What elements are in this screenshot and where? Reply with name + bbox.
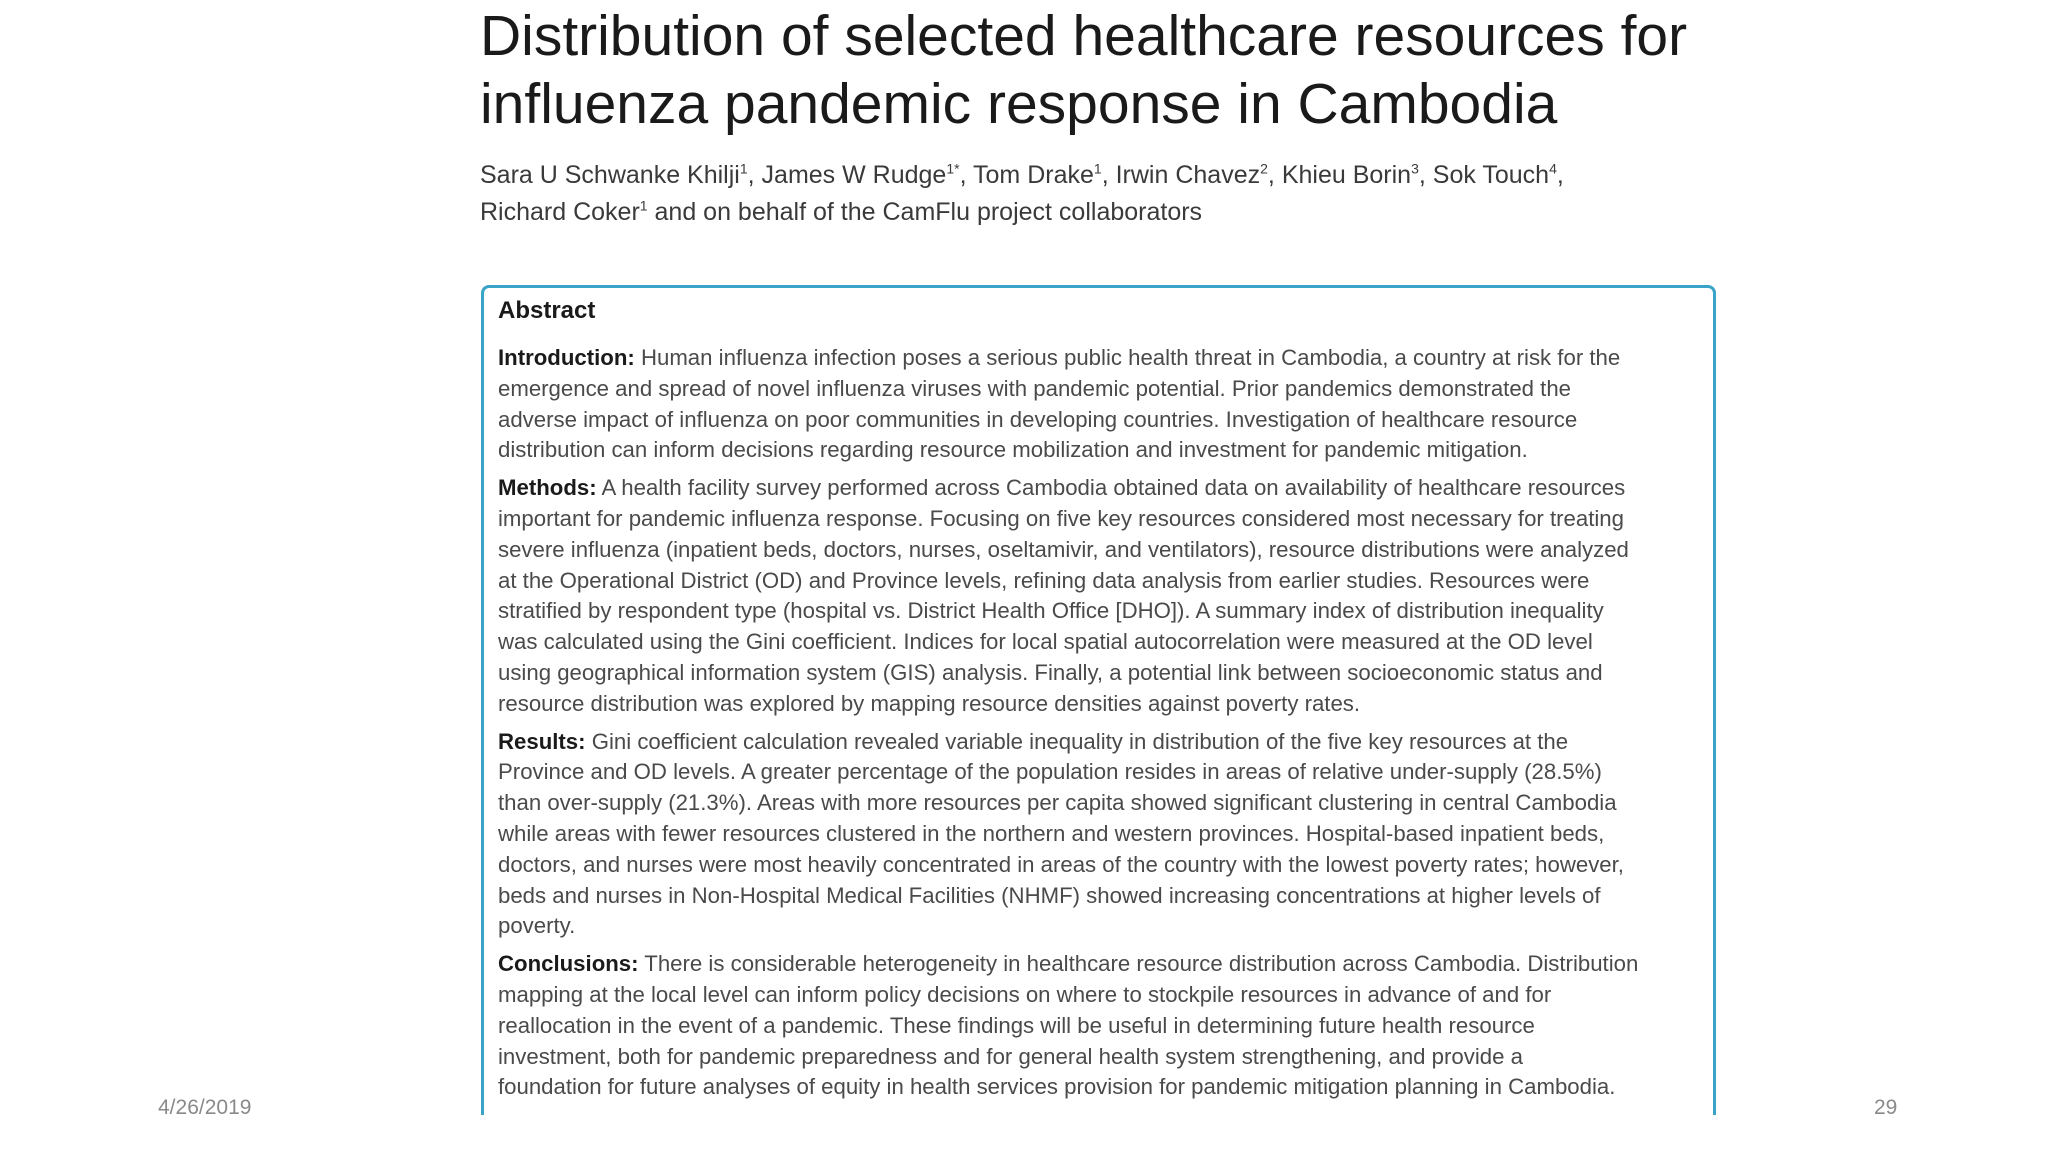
abstract-line: [498, 343, 1698, 374]
author-name: Richard Coker: [480, 198, 640, 226]
methods-text: resource distribution was explored by mapping resource densities against poverty rates.: [498, 690, 1361, 716]
author-affiliation: 1: [1093, 160, 1102, 177]
slide-date: 4/26/2019: [158, 1096, 252, 1119]
slide-page-number: 29: [1874, 1096, 1898, 1119]
conclusions-text: foundation for future analyses of equity in health services provision for pandemic mitigation planning in Cambodia.: [498, 1074, 1616, 1100]
introduction-text: adverse impact of influenza on poor communities in developing countries. Investigation of healthcare resource: [498, 406, 1578, 432]
methods-text: at the Operational District (OD) and Province levels, refining data analysis from earlier studies. Resources were: [498, 567, 1590, 593]
methods-text: was calculated using the Gini coefficient. Indices for local spatial autocorrelation were measured at the OD level: [498, 629, 1593, 655]
abstract-line: [498, 727, 1698, 758]
conclusions-text: reallocation in the event of a pandemic. These findings will be useful in determining future health resource: [498, 1012, 1535, 1038]
author-affiliation: 2: [1260, 160, 1268, 177]
author-list: [480, 157, 1680, 231]
author-affiliation: 4: [1549, 160, 1557, 177]
results-text: poverty.: [498, 913, 576, 939]
author-line-2: [480, 194, 1680, 231]
paper-title-line-1: Distribution of selected healthcare resources for: [480, 4, 1688, 68]
results-text: than over-supply (21.3%). Areas with more resources per capita showed significant clustering in central Cambodia: [498, 790, 1617, 816]
conclusions-text: investment, both for pandemic preparedness and for general health system strengthening, and provide a: [498, 1043, 1523, 1069]
introduction-text: Human influenza infection poses a serious public health threat in Cambodia, a country at risk for the: [634, 345, 1621, 370]
abstract-results: [498, 727, 1698, 943]
author-affiliation: 1*: [946, 160, 960, 177]
paper-title-line-2: influenza pandemic response in Cambodia: [480, 72, 1558, 136]
methods-label: Methods:: [498, 475, 597, 501]
results-label: Results:: [498, 728, 586, 754]
methods-text: A health facility survey performed across Cambodia obtained data on availability of healthcare resources: [596, 475, 1626, 501]
author-name: Sok Touch: [1432, 161, 1550, 189]
methods-text: stratified by respondent type (hospital vs. District Health Office [DHO]). A summary index of distribution inequality: [498, 598, 1604, 624]
author-name: Tom Drake: [973, 161, 1094, 189]
author-line-1: Sara U Schwanke Khilji$^1$, James W Rudge$^{1*}$, Tom Drake$^1$, Irwin Chavez$^2$, Khieu Borin$^3$, Sok Touch$^4$,: [480, 160, 1564, 189]
introduction-text: emergence and spread of novel influenza viruses with pandemic potential. Prior pandemics demonstrated the: [498, 375, 1572, 401]
results-text: while areas with fewer resources clustered in the northern and western provinces. Hospital-based inpatient beds,: [498, 820, 1605, 846]
abstract-line: [498, 949, 1698, 980]
conclusions-text: mapping at the local level can inform policy decisions on where to stockpile resources in advance of and for: [498, 981, 1552, 1007]
methods-text: important for pandemic influenza response. Focusing on five key resources considered most necessary for treating: [498, 505, 1624, 531]
author-name: Irwin Chavez: [1115, 161, 1261, 189]
abstract-introduction: [498, 343, 1698, 466]
conclusions-text: There is considerable heterogeneity in healthcare resource distribution across Cambodia. Distribution: [638, 951, 1639, 977]
introduction-label: Introduction:: [498, 345, 635, 370]
introduction-text: distribution can inform decisions regarding resource mobilization and investment for pandemic mitigation.: [498, 437, 1528, 463]
conclusions-label: Conclusions:: [498, 951, 639, 977]
author-name: Khieu Borin: [1281, 161, 1412, 189]
abstract-heading: Abstract: [498, 297, 596, 324]
abstract-box: [481, 285, 1716, 1115]
author-name: James W Rudge: [761, 161, 947, 189]
author-affiliation: 3: [1411, 160, 1419, 177]
author-suffix: and on behalf of the CamFlu project collaborators: [647, 198, 1203, 226]
author-affiliation: 1: [639, 197, 648, 214]
abstract-line: [498, 473, 1698, 504]
abstract-conclusions: [498, 949, 1698, 1103]
abstract-methods: [498, 473, 1698, 719]
methods-text: severe influenza (inpatient beds, doctors, nurses, oseltamivir, and ventilators), resource distributions were analyzed: [498, 536, 1629, 562]
author-affiliation: 1: [739, 160, 748, 177]
abstract-body: [498, 343, 1698, 1110]
results-text: Province and OD levels. A greater percentage of the population resides in areas of relative under-supply (28.5%): [498, 759, 1602, 785]
author-name: Sara U Schwanke Khilji: [480, 161, 740, 189]
results-text: Gini coefficient calculation revealed variable inequality in distribution of the five key resources at the: [585, 728, 1569, 754]
paper-title: [480, 2, 1780, 138]
results-text: doctors, and nurses were most heavily concentrated in areas of the country with the lowest poverty rates; however,: [498, 851, 1624, 877]
methods-text: using geographical information system (GIS) analysis. Finally, a potential link between socioeconomic status and: [498, 659, 1603, 685]
results-text: beds and nurses in Non-Hospital Medical Facilities (NHMF) showed increasing concentrations at higher levels of: [498, 882, 1601, 908]
